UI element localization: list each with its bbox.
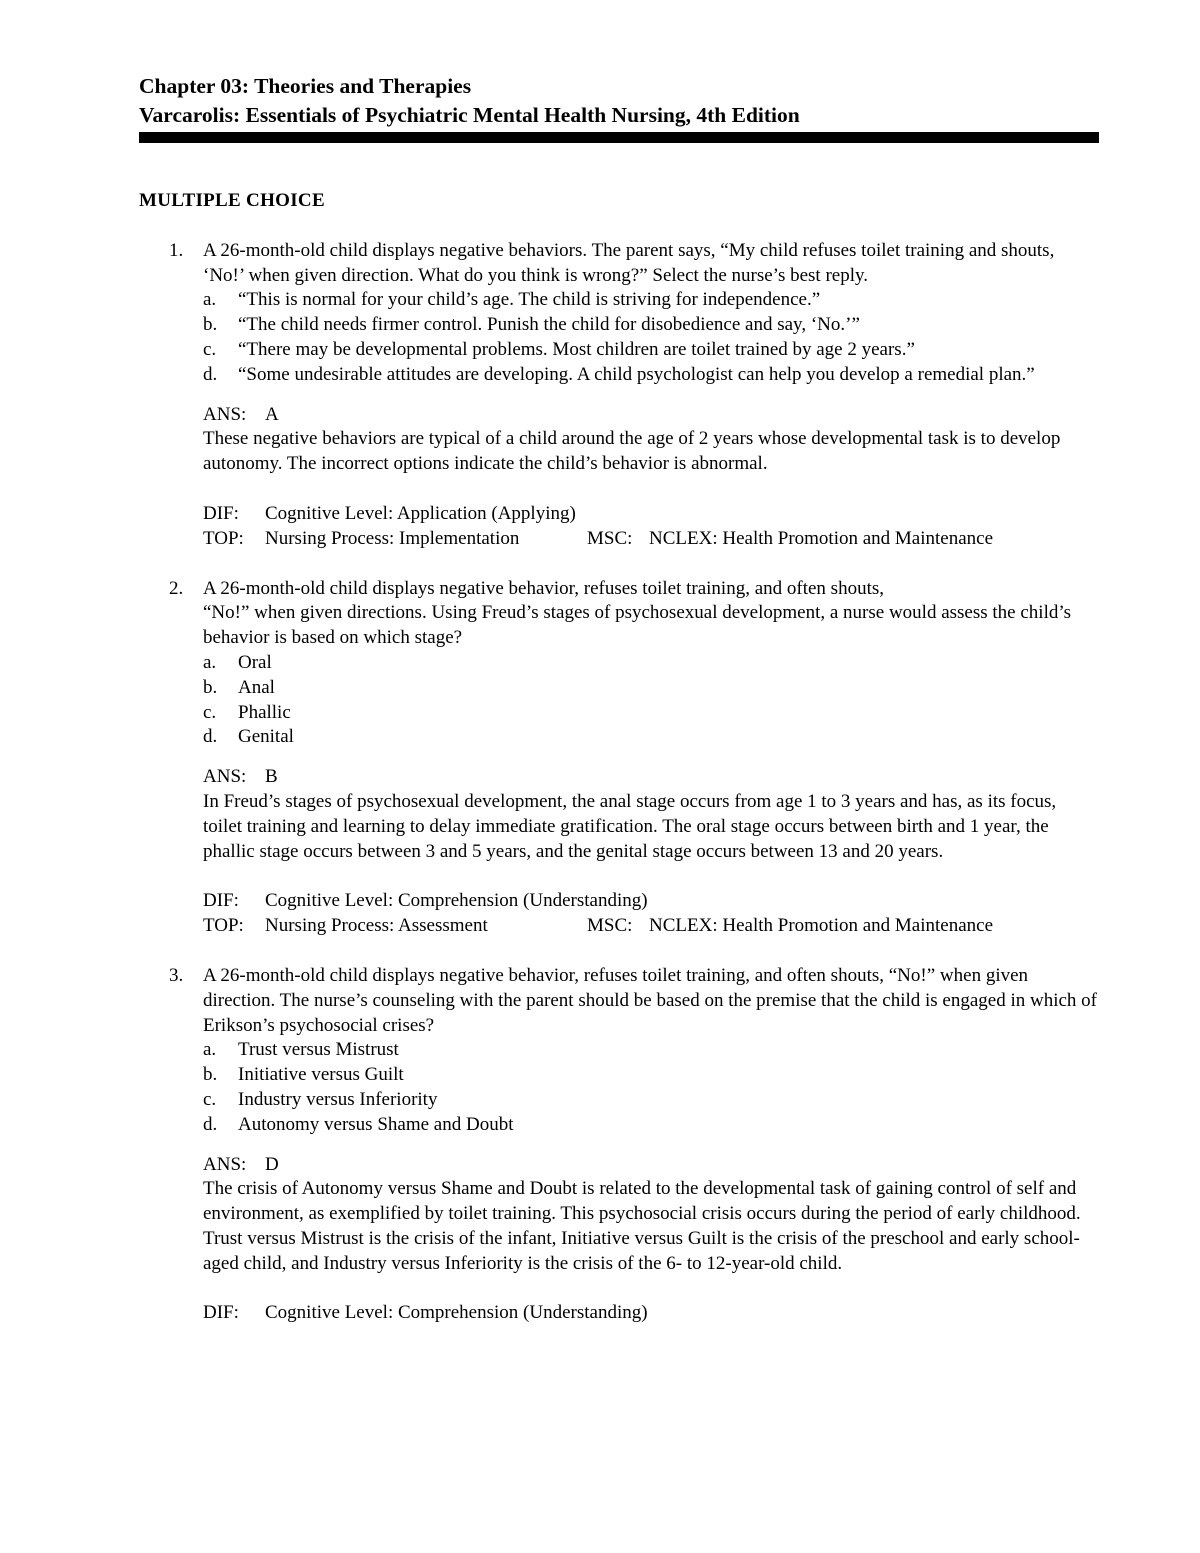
option-d <box>203 363 1099 388</box>
answer-line <box>203 403 1099 428</box>
option-text: “There may be developmental problems. Most children are toilet trained by age 2 years.” <box>238 338 915 360</box>
top-label: TOP: <box>203 915 244 937</box>
option-letter: b. <box>203 676 218 698</box>
option-a <box>203 651 1099 676</box>
option-b <box>203 313 1099 338</box>
section-heading: MULTIPLE CHOICE <box>139 190 325 211</box>
option-text: “This is normal for your child’s age. The child is striving for independence.” <box>238 289 821 311</box>
option-d <box>203 1113 1099 1138</box>
top-label: TOP: <box>203 527 244 549</box>
option-d <box>203 725 1099 750</box>
option-letter: d. <box>203 363 218 385</box>
dif-line <box>203 1301 1099 1326</box>
option-text: Phallic <box>238 701 291 723</box>
question-3 <box>139 964 1099 1326</box>
option-text: Autonomy versus Shame and Doubt <box>238 1113 514 1135</box>
option-text: “The child needs firmer control. Punish the child for disobedience and say, ‘No.’” <box>238 314 860 336</box>
dif-label: DIF: <box>203 502 239 524</box>
question-1 <box>139 239 1099 552</box>
answer-value: A <box>265 403 279 425</box>
option-text: Trust versus Mistrust <box>238 1039 399 1061</box>
option-b <box>203 1063 1099 1088</box>
option-b <box>203 676 1099 701</box>
question-stem: A 26-month-old child displays negative behaviors. The parent says, “My child refuses toilet training and shouts, ‘No!’ when given direction. What do you think is wrong?” Select the nurse’s best reply. <box>203 239 1055 286</box>
option-letter: d. <box>203 726 218 748</box>
option-text: Anal <box>238 676 275 698</box>
option-letter: a. <box>203 1039 217 1061</box>
option-text: Initiative versus Guilt <box>238 1064 404 1086</box>
dif-label: DIF: <box>203 890 239 912</box>
answer-options <box>203 288 1099 387</box>
answer-value: D <box>265 1153 279 1175</box>
option-c <box>203 338 1099 363</box>
dif-value: Cognitive Level: Comprehension (Understanding) <box>265 890 648 912</box>
question-stem-line: A 26-month-old child displays negative behavior, refuses toilet training, and often shouts, <box>203 577 884 599</box>
answer-label: ANS: <box>203 403 247 425</box>
question-stem-rest: “No!” when given directions. Using Freud’s stages of psychosexual development, a nurse would assess the child’s behavior is based on which stage? <box>203 602 1072 649</box>
chapter-title: Chapter 03: Theories and Therapies <box>139 74 472 98</box>
header-rule <box>139 132 1099 143</box>
question-number: 3. <box>169 964 184 986</box>
answer-line <box>203 765 1099 790</box>
dif-line <box>203 889 1099 914</box>
top-value: Nursing Process: Implementation <box>265 527 520 549</box>
top-msc-line <box>203 914 1099 939</box>
answer-line <box>203 1153 1099 1178</box>
msc-label: MSC: <box>587 915 633 937</box>
top-msc-line <box>203 527 1099 552</box>
option-letter: c. <box>203 1088 217 1110</box>
option-c <box>203 1088 1099 1113</box>
msc-value: NCLEX: Health Promotion and Maintenance <box>649 915 994 937</box>
option-text: Industry versus Inferiority <box>238 1088 438 1110</box>
answer-label: ANS: <box>203 766 247 788</box>
question-stem <box>203 577 1099 651</box>
question-number: 1. <box>169 239 184 261</box>
dif-value: Cognitive Level: Application (Applying) <box>265 502 576 524</box>
answer-label: ANS: <box>203 1153 247 1175</box>
answer-value: B <box>265 766 278 788</box>
question-stem: A 26-month-old child displays negative behavior, refuses toilet training, and often shouts, “No!” when given direction. The nurse’s counseling with the parent should be based on the premise that the child is engaged in which of Erikson’s psychosocial crises? <box>203 964 1098 1036</box>
option-a <box>203 1038 1099 1063</box>
msc-label: MSC: <box>587 527 633 549</box>
question-number: 2. <box>169 577 184 599</box>
rationale: The crisis of Autonomy versus Shame and Doubt is related to the developmental task of gaining control of self and environment, as exemplified by toilet training. This psychosocial crisis occurs during the period of early childhood. Trust versus Mistrust is the crisis of the infant, Initiative versus Guilt is the crisis of the preschool and early school-aged child, and Industry versus Inferiority is the crisis of the 6- to 12-year-old child. <box>203 1178 1081 1274</box>
option-a <box>203 288 1099 313</box>
option-letter: c. <box>203 701 217 723</box>
document-page <box>139 72 1099 1326</box>
dif-line <box>203 502 1099 527</box>
answer-options <box>203 651 1099 750</box>
question-2 <box>139 577 1099 939</box>
top-value: Nursing Process: Assessment <box>265 915 488 937</box>
msc-value: NCLEX: Health Promotion and Maintenance <box>649 527 994 549</box>
option-text: Oral <box>238 651 272 673</box>
option-text: “Some undesirable attitudes are developing. A child psychologist can help you develop a remedial plan.” <box>238 363 1035 385</box>
book-title: Varcarolis: Essentials of Psychiatric Mental Health Nursing, 4th Edition <box>139 103 800 127</box>
option-text: Genital <box>238 726 294 748</box>
dif-value: Cognitive Level: Comprehension (Understanding) <box>265 1302 648 1324</box>
option-letter: b. <box>203 1064 218 1086</box>
option-c <box>203 701 1099 726</box>
dif-label: DIF: <box>203 1302 239 1324</box>
rationale: These negative behaviors are typical of a child around the age of 2 years whose developmental task is to develop autonomy. The incorrect options indicate the child’s behavior is abnormal. <box>203 428 1061 475</box>
answer-options <box>203 1038 1099 1137</box>
option-letter: a. <box>203 289 217 311</box>
option-letter: b. <box>203 314 218 336</box>
option-letter: c. <box>203 338 217 360</box>
rationale: In Freud’s stages of psychosexual development, the anal stage occurs from age 1 to 3 years and has, as its focus, toilet training and learning to delay immediate gratification. The oral stage occurs between birth and 1 year, the phallic stage occurs between 3 and 5 years, and the genital stage occurs between 13 and 20 years. <box>203 790 1057 862</box>
option-letter: d. <box>203 1113 218 1135</box>
option-letter: a. <box>203 651 217 673</box>
